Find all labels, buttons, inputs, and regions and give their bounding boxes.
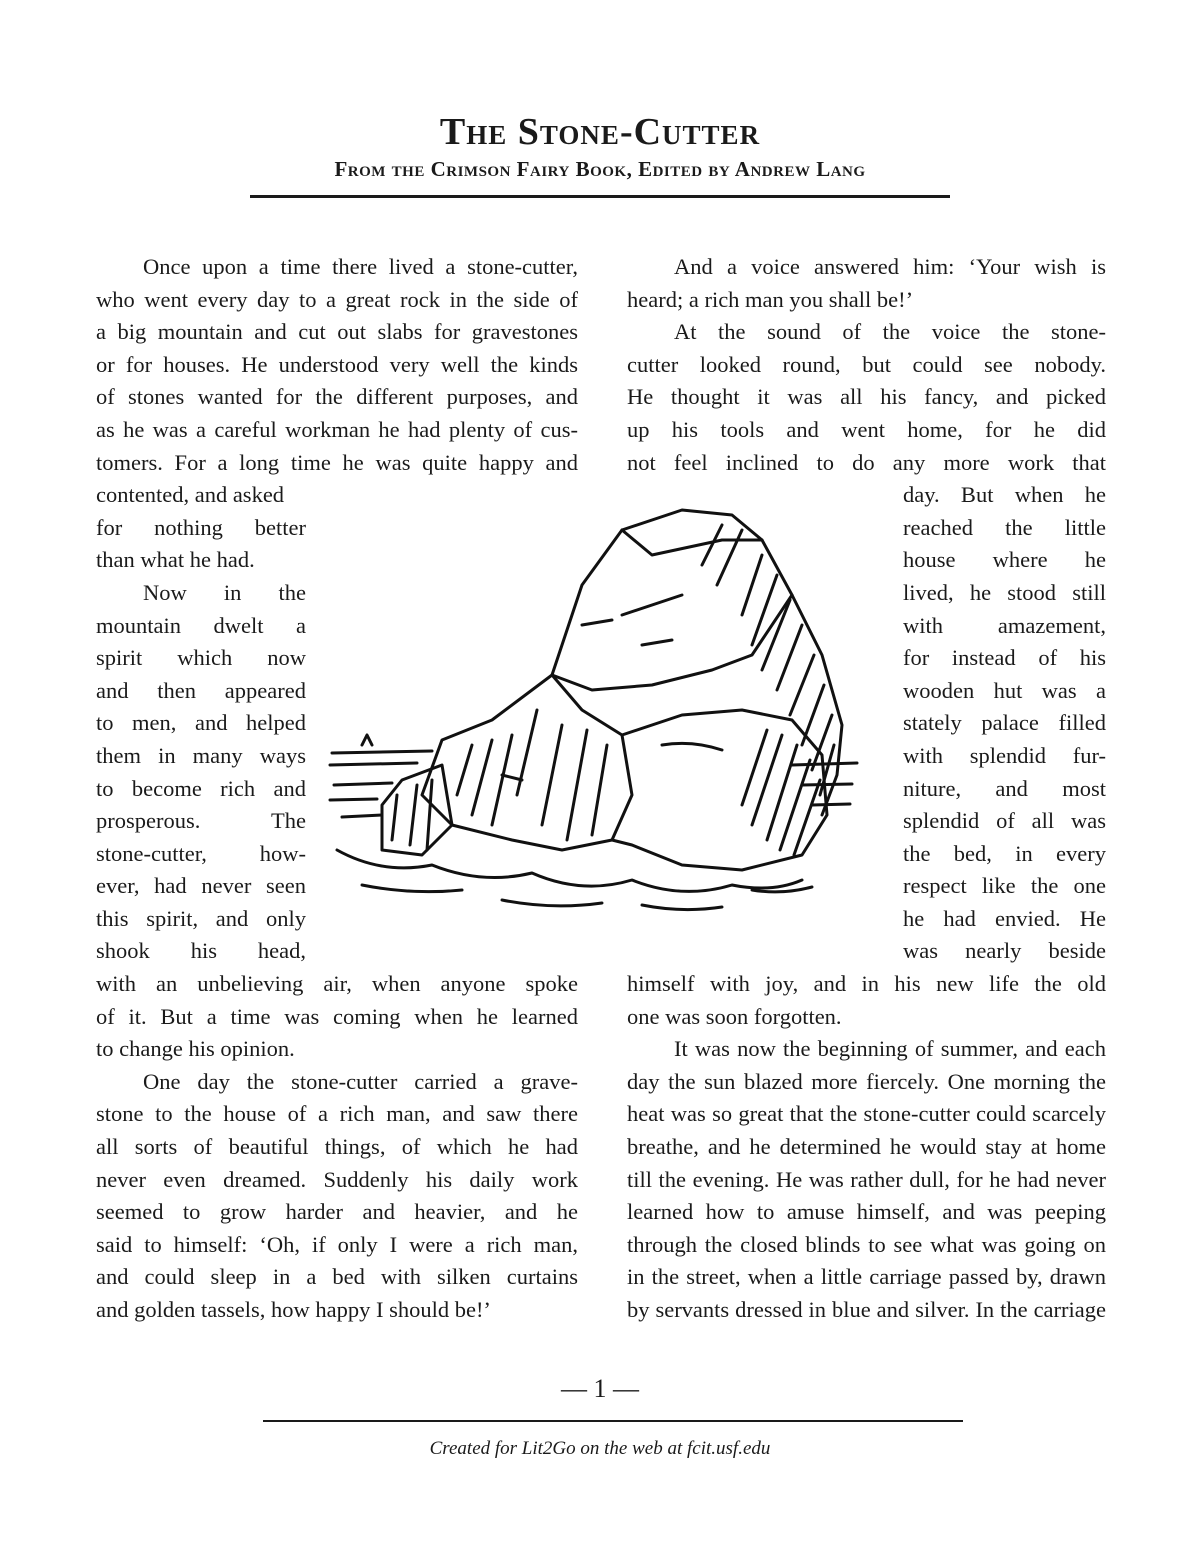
text-line: And a voice answered him: ‘Your wish is xyxy=(674,254,1106,279)
text-line: or for houses. He understood very well the kinds xyxy=(96,351,578,377)
text-line: to become rich and xyxy=(96,775,306,801)
text-line: and could sleep in a bed with silken curtains xyxy=(96,1264,578,1290)
text-line: niture, and most xyxy=(903,775,1106,801)
text-line: who went every day to a great rock in the side of xyxy=(96,286,578,312)
text-line: splendid of all was xyxy=(903,808,1106,834)
footer-credit: Created for Lit2Go on the web at fcit.usf.edu xyxy=(429,1438,771,1459)
text-line: with splendid fur- xyxy=(903,742,1106,768)
text-line: contented, and asked xyxy=(96,482,285,508)
text-line: day the sun blazed more fiercely. One morning the xyxy=(627,1068,1106,1094)
text-line: the bed, in every xyxy=(903,840,1106,866)
text-line: At the sound of the voice the stone- xyxy=(674,319,1106,345)
text-line: mountain dwelt a xyxy=(96,612,306,638)
text-line: all sorts of beautiful things, of which he had xyxy=(96,1134,578,1160)
page-subtitle: From the Crimson Fairy Book, Edited by Andrew Lang xyxy=(334,157,866,181)
text-line: this spirit, and only xyxy=(96,905,306,931)
text-line: day. But when he xyxy=(903,482,1106,508)
text-line: with an unbelieving air, when anyone spoke xyxy=(96,971,578,997)
text-line: seemed to grow harder and heavier, and he xyxy=(96,1199,578,1225)
text-line: was nearly beside xyxy=(903,938,1106,964)
text-line: than what he had. xyxy=(96,547,255,573)
text-line: a big mountain and cut out slabs for gravestones xyxy=(96,319,578,345)
text-line: up his tools and went home, for he did xyxy=(627,416,1106,442)
text-line: with amazement, xyxy=(903,612,1106,638)
text-line: of it. But a time was coming when he learned xyxy=(96,1003,578,1029)
text-line: respect like the one xyxy=(903,873,1106,899)
text-line: prosperous. The xyxy=(96,808,306,834)
text-line: said to himself: ‘Oh, if only I were a rich man, xyxy=(96,1231,578,1257)
text-line: and golden tassels, how happy I should be!’ xyxy=(96,1297,491,1322)
text-line: shook his head, xyxy=(96,938,306,964)
text-line: He thought it was all his fancy, and picked xyxy=(627,384,1106,410)
text-line: heard; a rich man you shall be!’ xyxy=(627,286,914,312)
text-line: stone to the house of a rich man, and saw there xyxy=(96,1101,578,1127)
text-line: to change his opinion. xyxy=(96,1036,295,1062)
text-line: house where he xyxy=(903,547,1106,573)
text-line: It was now the beginning of summer, and each xyxy=(674,1036,1106,1062)
text-line: through the closed blinds to see what was going on xyxy=(627,1231,1106,1257)
text-line: stone-cutter, how- xyxy=(96,840,306,866)
text-line: for nothing better xyxy=(96,514,306,540)
text-line: cutter looked round, but could see nobody. xyxy=(627,351,1106,377)
text-line: Once upon a time there lived a stone-cutter, xyxy=(143,254,578,279)
text-line: wooden hut was a xyxy=(903,677,1106,703)
text-line: Now in the xyxy=(143,579,306,605)
text-line: stately palace filled xyxy=(903,710,1106,736)
header-rule xyxy=(250,195,950,198)
text-line: One day the stone-cutter carried a grave- xyxy=(143,1068,578,1094)
text-line: to men, and helped xyxy=(96,710,306,736)
text-line: lived, he stood still xyxy=(903,579,1106,605)
text-line: in the street, when a little carriage passed by, drawn xyxy=(627,1264,1106,1290)
text-line: heat was so great that the stone-cutter could scarcely xyxy=(627,1101,1106,1127)
text-line: he had envied. He xyxy=(903,905,1106,931)
text-line: himself with joy, and in his new life the old xyxy=(627,971,1106,997)
text-line: reached the little xyxy=(903,514,1106,540)
page-header xyxy=(250,108,950,182)
page-title: The Stone-Cutter xyxy=(439,111,761,153)
text-line: one was soon forgotten. xyxy=(627,1003,842,1029)
text-line: spirit which now xyxy=(96,645,306,671)
text-line: tomers. For a long time he was quite happy and xyxy=(96,449,578,475)
page-number: — 1 — xyxy=(561,1374,639,1403)
text-line: and then appeared xyxy=(96,677,306,703)
text-line: by servants dressed in blue and silver. In the carriage xyxy=(627,1297,1106,1322)
text-line: for instead of his xyxy=(903,645,1106,671)
text-line: ever, had never seen xyxy=(96,873,306,899)
text-line: as he was a careful workman he had plenty of cus- xyxy=(96,416,578,442)
text-line: them in many ways xyxy=(96,742,306,768)
rock-illustration-icon xyxy=(322,495,862,925)
text-line: breathe, and he determined he would stay at home xyxy=(627,1134,1106,1160)
text-line: not feel inclined to do any more work that xyxy=(627,449,1106,475)
text-line: learned how to amuse himself, and was peeping xyxy=(627,1199,1106,1225)
text-line: till the evening. He was rather dull, for he had never xyxy=(627,1166,1106,1192)
text-line: never even dreamed. Suddenly his daily work xyxy=(96,1166,578,1192)
footer-rule xyxy=(263,1420,963,1422)
text-line: of stones wanted for the different purposes, and xyxy=(96,384,578,410)
